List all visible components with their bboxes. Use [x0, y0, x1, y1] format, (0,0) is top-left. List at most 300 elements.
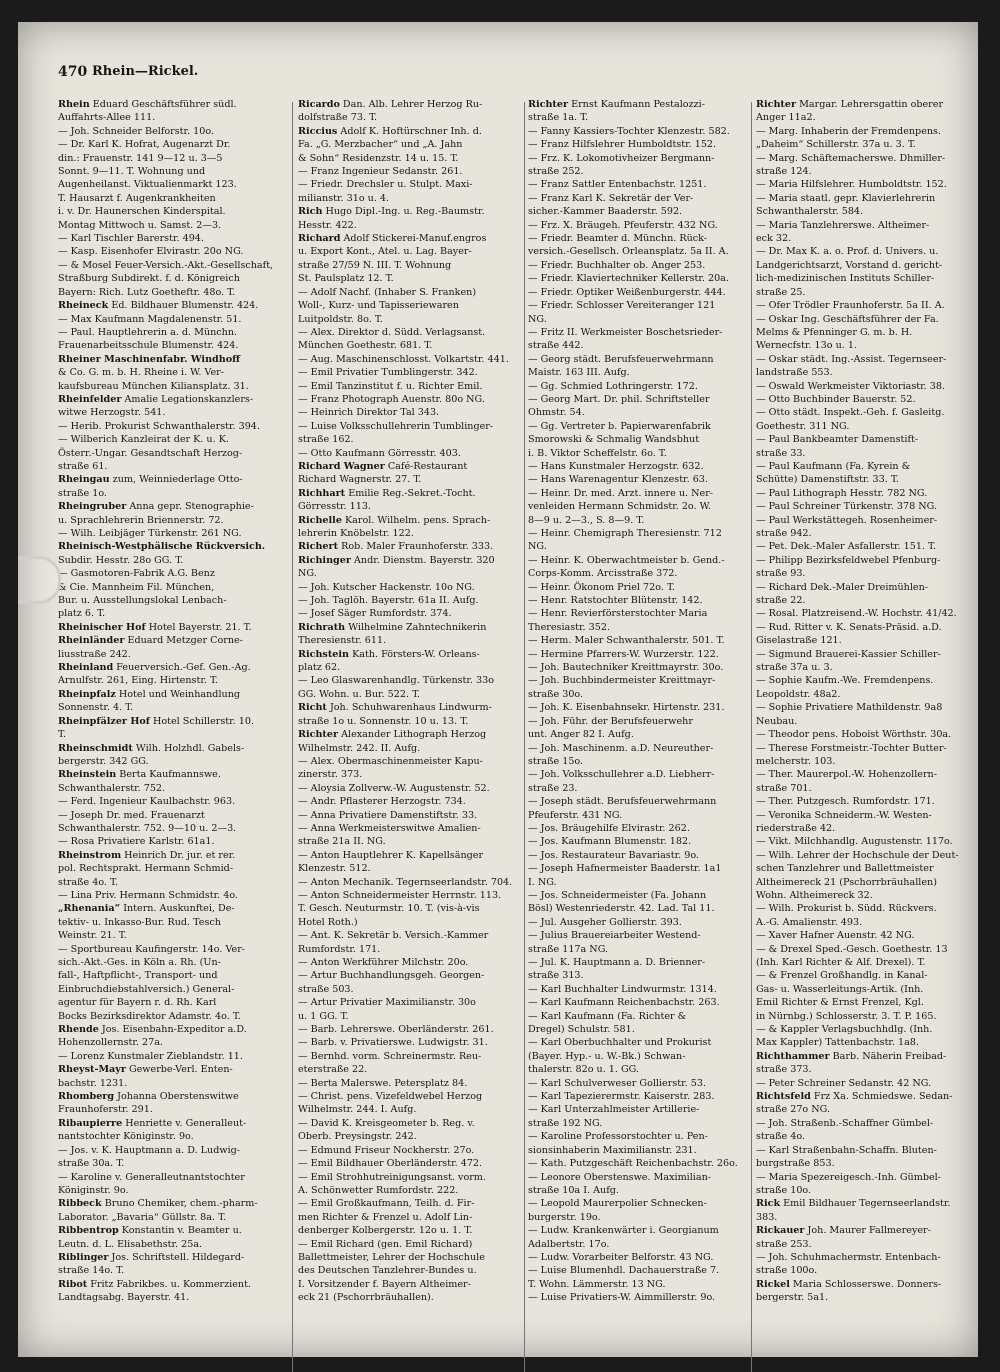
entry-text: — Edmund Friseur Nockherstr. 27o.: [298, 1144, 475, 1156]
entry-name: Rheyst-Mayr: [58, 1064, 126, 1076]
entry-text: — Andr. Pflasterer Herzogstr. 734.: [298, 796, 466, 808]
entry-text: — Rud. Ritter v. K. Senats-Präsid. a.D.: [756, 621, 942, 633]
directory-entry: [756, 1103, 974, 1116]
entry-text: straße 10a I. Aufg.: [528, 1184, 619, 1196]
entry-name: Rheinischer Hof: [58, 621, 146, 633]
entry-name: Rick: [756, 1198, 781, 1210]
directory-entry: [756, 1010, 974, 1023]
entry-text: 383.: [756, 1211, 778, 1223]
entry-text: Fritz Fabrikbes. u. Kommerzient.: [90, 1278, 251, 1290]
directory-entry: [756, 326, 974, 339]
entry-text: — Kasp. Eisenhofer Elvirastr. 20o NG.: [58, 246, 244, 258]
entry-name: Rheiner Maschinenfabr. Windhoff: [58, 353, 241, 365]
directory-entry: [756, 795, 974, 808]
entry-text: Johanna Oberstenswitwe: [117, 1091, 239, 1103]
directory-entry: [528, 1130, 748, 1143]
entry-name: Rheingruber: [58, 501, 127, 513]
entry-text: — Jul. K. Hauptmann a. D. Brienner-: [528, 957, 706, 968]
directory-entry: [756, 1291, 974, 1304]
entry-text: straße 1o.: [58, 487, 107, 499]
entry-text: Adolf K. Hoftürschner Inh. d.: [340, 125, 482, 137]
directory-entry: [58, 701, 286, 714]
directory-entry: [298, 822, 524, 835]
entry-text: — Jos. Kaufmann Blumenstr. 182.: [528, 836, 692, 848]
entry-text: straße 61.: [58, 460, 108, 472]
entry-text: — Emil Tanzinstitut f. u. Richter Emil.: [298, 380, 483, 392]
directory-entry: [58, 527, 286, 540]
directory-entry: [58, 111, 286, 124]
entry-text: — Gg. Vertreter b. Papierwarenfabrik: [528, 420, 711, 432]
entry-text: — Oskar Ing. Geschäftsführer der Fa.: [756, 313, 939, 325]
directory-entry: [756, 581, 974, 594]
directory-entry: [298, 487, 524, 500]
directory-entry: [756, 353, 974, 366]
entry-text: Wilhelmstr. 242. II. Aufg.: [298, 742, 421, 754]
entry-text: straße 313.: [528, 970, 584, 982]
entry-text: Luitpoldstr. 8o. T.: [298, 313, 383, 325]
entry-text: Henriette v. Generalleut-: [125, 1117, 247, 1129]
directory-entry: [756, 540, 974, 553]
directory-entry: [298, 313, 524, 326]
directory-entry: [58, 500, 286, 513]
directory-entry: [58, 433, 286, 446]
entry-text: — Oskar städt. Ing.-Assist. Tegernseer-: [756, 353, 947, 365]
entry-text: Montag Mittwoch u. Samst. 2—3.: [58, 219, 222, 231]
directory-entry: [58, 326, 286, 339]
directory-entry: [756, 1251, 974, 1264]
entry-text: eterstraße 22.: [298, 1064, 368, 1076]
entry-text: straße 30a. T.: [58, 1158, 125, 1170]
entry-text: Emil Richter & Ernst Frenzel, Kgl.: [756, 997, 924, 1009]
directory-entry: [756, 755, 974, 768]
directory-entry: [298, 420, 524, 433]
directory-entry: [756, 232, 974, 245]
entry-text: — Karl Straßenbahn-Schaffn. Bluten-: [756, 1144, 937, 1156]
directory-entry: [298, 514, 524, 527]
entry-text: — Paul Kaufmann (Fa. Kyrein &: [756, 460, 911, 472]
entry-text: Fraunhoferstr. 291.: [58, 1104, 153, 1116]
directory-entry: [58, 1171, 286, 1184]
entry-text: Neubau.: [756, 715, 798, 727]
directory-entry: [298, 715, 524, 728]
directory-entry: [528, 353, 748, 366]
entry-text: Sonnenstr. 4. T.: [58, 702, 134, 714]
entry-text: — Friedr. Schlosser Vereiteranger 121: [528, 300, 716, 312]
entry-text: — Marg. Inhaberin der Fremdenpens.: [756, 125, 942, 137]
entry-text: Joh. Maurer Fallmereyer-: [807, 1225, 931, 1237]
directory-entry: [756, 138, 974, 151]
entry-text: — Christ. pens. Vizefeldwebel Herzog: [298, 1091, 483, 1103]
directory-entry: [756, 902, 974, 915]
entry-text: — Hermine Pfarrers-W. Wurzerstr. 122.: [528, 648, 719, 660]
directory-entry: [298, 1251, 524, 1264]
directory-entry: [298, 433, 524, 446]
directory-entry: [756, 447, 974, 460]
entry-text: — Gg. Schmied Lothringerstr. 172.: [528, 380, 698, 392]
entry-text: — Alex. Direktor d. Südd. Verlagsanst.: [298, 326, 486, 338]
entry-text: Adolf Stickerei-Manuf.engros: [343, 233, 487, 245]
directory-entry: [298, 1291, 524, 1304]
directory-entry: [298, 165, 524, 178]
directory-entry: [58, 554, 286, 567]
column-2: [298, 98, 524, 1305]
entry-text: — Heinrich Direktor Tal 343.: [298, 407, 440, 419]
directory-entry: [298, 205, 524, 218]
entry-text: — Maria Hilfslehrer. Humboldtstr. 152.: [756, 179, 947, 191]
directory-entry: [58, 1117, 286, 1130]
entry-text: u. Sprachlehrerin Briennerstr. 72.: [58, 514, 224, 526]
entry-text: — Josef Säger Rumfordstr. 374.: [298, 608, 452, 620]
entry-text: „Daheim“ Schillerstr. 37a u. 3. T.: [756, 139, 916, 151]
directory-entry: [756, 111, 974, 124]
directory-entry: [298, 768, 524, 781]
entry-text: venleiden Hermann Schmidstr. 2o. W.: [528, 501, 711, 513]
directory-entry: [756, 380, 974, 393]
directory-page: [18, 22, 978, 1357]
directory-entry: [298, 835, 524, 848]
entry-text: des Deutschen Tanzlehrer-Bundes u.: [298, 1265, 477, 1277]
directory-entry: [528, 152, 748, 165]
directory-entry: [756, 916, 974, 929]
entry-text: — Franz Hilfslehrer Humboldtstr. 152.: [528, 139, 717, 151]
directory-entry: [756, 889, 974, 902]
entry-text: zinerstr. 373.: [298, 769, 363, 781]
entry-text: I. NG.: [528, 876, 557, 888]
entry-text: — Anton Mechanik. Tegernseerlandstr. 704.: [298, 876, 513, 888]
entry-text: — Frz. X. Bräugeh. Pfeuferstr. 432 NG.: [528, 219, 718, 231]
directory-entry: [756, 299, 974, 312]
directory-entry: [58, 98, 286, 111]
entry-name: Ribot: [58, 1278, 88, 1290]
directory-entry: [528, 366, 748, 379]
directory-entry: [756, 822, 974, 835]
directory-entry: [58, 366, 286, 379]
directory-entry: [528, 902, 748, 915]
directory-entry: [58, 809, 286, 822]
entry-text: München Goethestr. 681. T.: [298, 340, 433, 352]
entry-text: — Joh. Maschinenm. a.D. Neureuther-: [528, 742, 714, 754]
directory-entry: [528, 326, 748, 339]
entry-text: NG.: [298, 568, 317, 580]
entry-text: — Sportbureau Kaufingerstr. 14o. Ver-: [58, 943, 246, 955]
entry-text: Wilh. Holzhdl. Gabels-: [135, 742, 245, 754]
directory-entry: [298, 527, 524, 540]
directory-entry: [58, 674, 286, 687]
column-4: [756, 98, 974, 1305]
entry-text: Corps-Komm. Arcisstraße 372.: [528, 568, 678, 580]
directory-entry: [528, 1197, 748, 1210]
directory-entry: [528, 581, 748, 594]
directory-entry: [528, 661, 748, 674]
entry-text: straße 4o.: [756, 1131, 805, 1143]
entry-text: Schwanthalerstr. 752. 9—10 u. 2—3.: [58, 822, 237, 834]
directory-entry: [528, 782, 748, 795]
entry-text: Smorowski & Schmalig Wandsbhut: [528, 434, 700, 446]
directory-entry: [756, 1211, 974, 1224]
entry-text: — Karl Kaufmann Reichenbachstr. 263.: [528, 997, 720, 1009]
entry-text: Altheimereck 21 (Pschorrbräuhallen): [756, 876, 937, 888]
directory-entry: [528, 594, 748, 607]
directory-entry: [756, 634, 974, 647]
entry-text: Andr. Dienstm. Bayerstr. 320: [353, 554, 495, 566]
directory-entry: [528, 701, 748, 714]
entry-text: — Karoline v. Generalleutnantstochter: [58, 1171, 245, 1183]
entry-text: Einbruchdiebstahlversich.) General-: [58, 983, 235, 995]
directory-entry: [528, 1063, 748, 1076]
directory-entry: [298, 1010, 524, 1023]
entry-text: Kath. Försters-W. Orleans-: [352, 648, 480, 660]
directory-entry: [528, 1184, 748, 1197]
directory-entry: [58, 661, 286, 674]
entry-text: Laborator. „Bavaria“ Güllstr. 8a. T.: [58, 1211, 227, 1223]
entry-text: — Paul Werkstättegeh. Rosenheimer-: [756, 514, 938, 526]
directory-entry: [58, 232, 286, 245]
entry-text: platz 62.: [298, 662, 341, 674]
entry-text: Goethestr. 311 NG.: [756, 420, 850, 432]
entry-text: — Ofer Trödler Fraunhoferstr. 5a II. A.: [756, 300, 945, 312]
directory-entry: [528, 621, 748, 634]
directory-entry: [298, 98, 524, 111]
entry-text: Österr.-Ungar. Gesandtschaft Herzog-: [58, 447, 243, 459]
directory-entry: [298, 500, 524, 513]
directory-entry: [756, 433, 974, 446]
directory-entry: [298, 996, 524, 1009]
entry-name: Rheinstein: [58, 769, 117, 781]
directory-entry: [58, 420, 286, 433]
directory-entry: [528, 607, 748, 620]
page-number: 470: [58, 64, 88, 80]
directory-entry: [528, 715, 748, 728]
entry-name: Richt: [298, 702, 327, 714]
directory-entry: [528, 795, 748, 808]
directory-entry: [58, 929, 286, 942]
entry-text: fall-, Haftpflicht-, Transport- und: [58, 970, 218, 982]
entry-text: — Joh. Kutscher Hackenstr. 10o NG.: [298, 581, 475, 593]
directory-entry: [58, 889, 286, 902]
entry-text: — Karl Buchhalter Lindwurmstr. 1314.: [528, 983, 717, 995]
directory-entry: [298, 1077, 524, 1090]
directory-entry: [528, 1144, 748, 1157]
directory-entry: [756, 1278, 974, 1291]
entry-text: Woll-, Kurz- und Tapisseriewaren: [298, 300, 459, 312]
entry-text: Margar. Lehrersgattin oberer: [799, 99, 944, 110]
directory-entry: [528, 165, 748, 178]
directory-entry: [756, 1238, 974, 1251]
directory-entry: [58, 916, 286, 929]
directory-entry: [58, 1224, 286, 1237]
entry-text: — Joh. Buchbindermeister Kreittmayr-: [528, 675, 716, 687]
entry-text: Bösl) Westenriederstr. 42. Lad. Tal 11.: [528, 903, 715, 915]
entry-text: lehrerin Knöbelstr. 122.: [298, 528, 414, 539]
entry-text: — Jos. Restaurateur Bavariastr. 9o.: [528, 849, 699, 861]
directory-entry: [298, 849, 524, 862]
directory-entry: [58, 581, 286, 594]
directory-entry: [528, 339, 748, 352]
entry-text: kaufsbureau München Kiliansplatz. 31.: [58, 380, 249, 392]
entry-text: straße 442.: [528, 340, 584, 352]
entry-text: Ernst Kaufmann Pestalozzi-: [571, 99, 705, 110]
directory-entry: [58, 1211, 286, 1224]
directory-entry: [756, 929, 974, 942]
directory-entry: [528, 1264, 748, 1277]
entry-text: Hotel Bayerstr. 21. T.: [148, 621, 252, 633]
entry-text: tektiv- u. Inkasso-Bur. Rud. Tesch: [58, 916, 221, 928]
entry-text: thalerstr. 82o u. 1. GG.: [528, 1064, 640, 1076]
directory-entry: [528, 232, 748, 245]
directory-entry: [298, 380, 524, 393]
directory-entry: [528, 1050, 748, 1063]
directory-entry: [58, 286, 286, 299]
entry-text: — Veronika Schneiderm.-W. Westen-: [756, 809, 932, 821]
entry-text: Emilie Reg.-Sekret.-Tocht.: [348, 487, 476, 499]
directory-entry: [756, 661, 974, 674]
directory-entry: [58, 1264, 286, 1277]
entry-text: — Joh. Schuhmachermstr. Entenbach-: [756, 1251, 941, 1263]
column-divider: [524, 102, 525, 1372]
directory-entry: [58, 943, 286, 956]
directory-entry: [756, 420, 974, 433]
directory-entry: [298, 152, 524, 165]
directory-entry: [756, 782, 974, 795]
entry-text: — Herm. Maler Schwanthalerstr. 501. T.: [528, 635, 725, 647]
entry-name: Richter: [298, 729, 339, 741]
directory-entry: [58, 956, 286, 969]
directory-entry: [298, 701, 524, 714]
directory-entry: [756, 849, 974, 862]
directory-entry: [528, 1291, 748, 1304]
entry-text: Arnulfstr. 261, Eing. Hirtenstr. T.: [58, 675, 218, 687]
directory-entry: [298, 1238, 524, 1251]
entry-text: St. Paulsplatz 12. T.: [298, 273, 394, 285]
entry-text: Giselastraße 121.: [756, 635, 842, 647]
entry-text: Emil Bildhauer Tegernseerlandstr.: [783, 1198, 951, 1210]
directory-entry: [756, 594, 974, 607]
entry-text: — Leopold Maurerpolier Schnecken-: [528, 1198, 707, 1210]
entry-text: — Anna Werkmeisterswitwe Amalien-: [298, 822, 481, 834]
entry-text: — Rosal. Platzreisend.-W. Hochstr. 41/42.: [756, 608, 957, 620]
directory-entry: [298, 138, 524, 151]
directory-entry: [298, 1103, 524, 1116]
entry-text: Landgerichtsarzt, Vorstand d. gericht-: [756, 259, 943, 271]
entry-text: eck 21 (Pschorrbräuhallen).: [298, 1292, 434, 1304]
directory-entry: [756, 125, 974, 138]
directory-entry: [528, 272, 748, 285]
directory-entry: [528, 406, 748, 419]
directory-entry: [756, 1184, 974, 1197]
entry-text: Schwanthalerstr. 752.: [58, 782, 166, 794]
directory-entry: [528, 648, 748, 661]
entry-text: — Leonore Oberstenswe. Maximilian-: [528, 1171, 712, 1183]
directory-entry: [756, 876, 974, 889]
entry-text: Anger 11a2.: [756, 112, 816, 124]
entry-name: Rheineck: [58, 300, 109, 312]
entry-text: — Theodor pens. Hoboist Wörthstr. 30a.: [756, 729, 952, 741]
directory-entry: [528, 916, 748, 929]
directory-entry: [756, 259, 974, 272]
directory-entry: [58, 219, 286, 232]
directory-entry: [298, 1264, 524, 1277]
directory-entry: [756, 1130, 974, 1143]
directory-entry: [58, 1278, 286, 1291]
entry-text: Theresiastr. 352.: [528, 621, 611, 633]
directory-entry: [58, 178, 286, 191]
entry-text: Alexander Lithograph Herzog: [341, 729, 487, 741]
directory-entry: [58, 902, 286, 915]
entry-text: straße 373.: [756, 1064, 812, 1076]
entry-text: — Ludw. Krankenwärter i. Georgianum: [528, 1225, 719, 1237]
directory-entry: [298, 540, 524, 553]
entry-text: unt. Anger 82 I. Aufg.: [528, 729, 634, 741]
directory-entry: [528, 473, 748, 486]
directory-entry: [756, 313, 974, 326]
directory-entry: [528, 514, 748, 527]
entry-text: — Henr. Ratstochter Blütenstr. 142.: [528, 595, 703, 607]
entry-text: schen Tanzlehrer und Ballettmeister: [756, 863, 934, 875]
entry-text: sionsinhaberin Maximilianstr. 231.: [528, 1144, 697, 1156]
entry-name: Rhomberg: [58, 1091, 115, 1103]
directory-entry: [528, 768, 748, 781]
entry-text: — Wilh. Lehrer der Hochschule der Deut-: [756, 849, 959, 861]
directory-entry: [756, 487, 974, 500]
directory-entry: [756, 956, 974, 969]
directory-entry: [298, 1036, 524, 1049]
entry-name: Rickauer: [756, 1225, 805, 1237]
directory-entry: [756, 969, 974, 982]
directory-entry: [298, 1197, 524, 1210]
entry-text: — Kath. Putzgeschäft Reichenbachstr. 26o.: [528, 1158, 738, 1170]
entry-text: Schwanthalerstr. 584.: [756, 206, 864, 218]
directory-entry: [58, 1184, 286, 1197]
directory-entry: [298, 192, 524, 205]
directory-entry: [756, 996, 974, 1009]
entry-name: Richelle: [298, 514, 342, 526]
directory-entry: [58, 795, 286, 808]
entry-text: — Joh. Straßenb.-Schaffner Gümbel-: [756, 1117, 934, 1129]
column-1: [58, 98, 286, 1305]
entry-text: — Otto städt. Inspekt.-Geh. f. Gasleitg.: [756, 407, 945, 419]
directory-entry: [528, 1023, 748, 1036]
paper-clip-shape: [18, 556, 61, 604]
entry-text: — Anton Werkführer Milchstr. 20o.: [298, 957, 469, 968]
directory-entry: [298, 353, 524, 366]
entry-text: — Ferd. Ingenieur Kaulbachstr. 963.: [58, 796, 236, 808]
entry-text: Bocks Bezirksdirektor Adamstr. 4o. T.: [58, 1010, 241, 1022]
directory-entry: [58, 862, 286, 875]
entry-text: — Hans Warenagentur Klenzestr. 63.: [528, 474, 708, 486]
entry-text: Wilhelmine Zahntechnikerin: [348, 621, 487, 633]
entry-text: Barb. Näherin Freibad-: [832, 1050, 947, 1062]
directory-entry: [756, 607, 974, 620]
entry-text: men Richter & Frenzel u. Adolf Lin-: [298, 1211, 473, 1223]
directory-entry: [58, 339, 286, 352]
entry-text: — Barb. Lehrerswe. Oberländerstr. 261.: [298, 1024, 494, 1036]
directory-entry: [58, 1144, 286, 1157]
entry-name: Riccius: [298, 125, 338, 137]
entry-name: Richard Wagner: [298, 460, 385, 472]
entry-text: Auffahrts-Allee 111.: [58, 112, 156, 124]
entry-text: straße 10o.: [756, 1184, 812, 1196]
directory-entry: [58, 1010, 286, 1023]
directory-entry: [58, 1036, 286, 1049]
directory-entry: [298, 1211, 524, 1224]
directory-entry: [756, 406, 974, 419]
directory-entry: [756, 1077, 974, 1090]
entry-text: straße 21a II. NG.: [298, 836, 386, 848]
directory-entry: [756, 1264, 974, 1277]
entry-text: straße 1o u. Sonnenstr. 10 u. 13. T.: [298, 715, 469, 727]
entry-text: — Ther. Maurerpol.-W. Hohenzollern-: [756, 769, 937, 781]
entry-text: — Karl Oberbuchhalter und Prokurist: [528, 1037, 712, 1049]
